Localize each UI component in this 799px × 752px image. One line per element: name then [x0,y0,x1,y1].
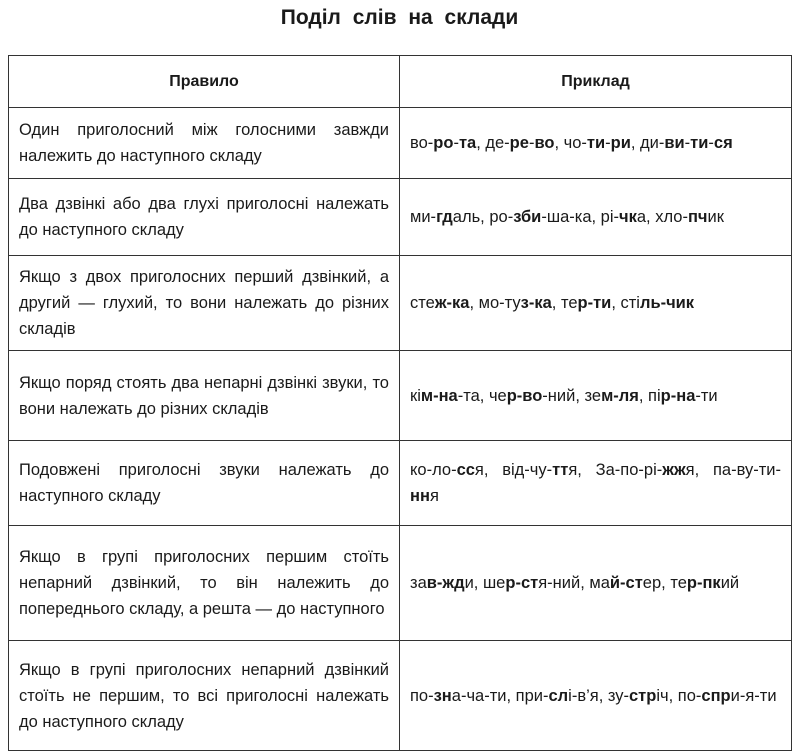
syllable-highlight: ро [433,134,454,152]
rule-cell: Якщо поряд стоять два непарні дзвінкі звуки, то вони належать до різних складів [9,351,400,441]
table-row [9,526,792,641]
syllable-highlight: сл [548,686,569,705]
example-text: сте [410,294,435,312]
syllable-highlight: тт [552,461,569,479]
example-text: - [453,134,459,152]
syllable-highlight: ри [610,134,631,152]
example-text: , чо- [554,134,587,152]
example-text: я, від-чу- [474,461,553,479]
example-text: и-я-ти [730,686,777,705]
syllable-highlight: зн [433,686,452,705]
syllable-highlight: з-ка [520,294,552,312]
syllable-highlight: сс [456,461,475,479]
example-text: і-в’я, зу- [568,686,629,705]
rule-cell: Якщо в групі приголосних непарний дзвінкий стоїть не першим, то всі приголосні належать до наступного складу [9,641,400,751]
example-text: аль, ро- [452,208,514,226]
syllable-highlight: спр [701,686,731,705]
syllable-highlight: пч [687,208,708,226]
syllable-highlight: м-ля [601,386,639,405]
rule-cell: Подовжені приголосні звуки належать до наступного складу [9,441,400,526]
syllable-rules-table [8,55,792,751]
example-cell [400,256,792,351]
example-text: - [528,134,535,152]
example-cell [400,441,792,526]
syllable-highlight: р-на [660,386,696,405]
table-row [9,179,792,256]
example-text: -та, че [457,386,507,405]
example-cell [400,641,792,751]
table-row [9,256,792,351]
header-rule: Правило [9,56,400,108]
rule-cell: Якщо в групі приголосних першим стоїть непарний дзвінкий, то він належить до попереднього складу, а решта — до наступного [9,526,400,641]
syllable-highlight: м-на [420,386,458,405]
header-example: Приклад [400,56,792,108]
syllable-highlight: ся [713,134,733,152]
syllable-highlight: ж-ка [434,294,470,312]
example-text: по- [410,686,434,705]
example-text: , ди- [630,134,665,152]
example-text: , де- [476,134,510,152]
example-text: - [605,134,611,152]
syllable-highlight: р-пк [686,574,721,592]
example-text: ик [707,208,724,226]
table-header-row [9,56,792,108]
syllable-highlight: зби [513,208,542,226]
example-text: - [708,134,714,152]
example-cell [400,526,792,641]
example-text: , те [551,294,578,312]
table-row [9,351,792,441]
syllable-highlight: ль-чик [639,294,695,312]
example-text: , мо-ту [469,294,521,312]
syllable-highlight: р-ти [577,294,612,312]
syllable-highlight: та [458,134,477,152]
example-text: кі [410,386,421,405]
syllable-highlight: гд [436,208,453,226]
example-text: -ти [695,386,718,405]
syllable-highlight: ти [690,134,709,152]
example-text: -ний, зе [542,386,602,405]
syllable-highlight: ти [586,134,606,152]
example-text: -ша-ка, рі- [541,208,620,226]
syllable-highlight: жж [662,461,686,479]
syllable-highlight: ви [664,134,685,152]
syllable-highlight: р-ст [505,574,539,592]
syllable-highlight: р-во [506,386,543,405]
example-text: , сті [611,294,640,312]
rule-cell: Два дзвінкі або два глухі приголосні належать до наступного складу [9,179,400,256]
example-text: ий [720,574,740,592]
example-text: - [684,134,691,152]
syllable-highlight: й-ст [609,574,643,592]
syllable-highlight: чк [619,208,637,226]
table-row [9,441,792,526]
example-text: и, ше [464,574,506,592]
example-text: я, За-по-рі- [568,461,663,479]
syllable-highlight: в-жд [426,574,465,592]
example-text: я-ний, ма [538,574,610,592]
example-text: іч, по- [656,686,702,705]
example-text: а, хло- [636,208,688,226]
rule-cell: Один приголосний між голосними завжди належить до наступного складу [9,108,400,179]
table-row [9,108,792,179]
syllable-highlight: нн [410,487,430,505]
syllable-highlight: стр [629,686,657,705]
example-cell [400,179,792,256]
example-text: ко-ло- [410,461,457,479]
syllable-highlight: во [534,134,555,152]
example-text: а-ча-ти, при- [451,686,549,705]
syllable-highlight: ре [509,134,529,152]
table-row [9,641,792,751]
example-text: за [410,574,427,592]
example-cell [400,108,792,179]
rule-cell: Якщо з двох приголосних перший дзвінкий, а другий — глухий, то вони належать до різних складів [9,256,400,351]
example-text: , пі [638,386,661,405]
example-cell [400,351,792,441]
example-text: ер, те [642,574,687,592]
example-text: я [429,487,439,505]
example-text: я, па-ву-ти- [685,461,782,479]
page-title: Поділ слів на склади [280,6,519,29]
example-text: ми- [410,208,437,226]
example-text: во- [410,134,434,152]
